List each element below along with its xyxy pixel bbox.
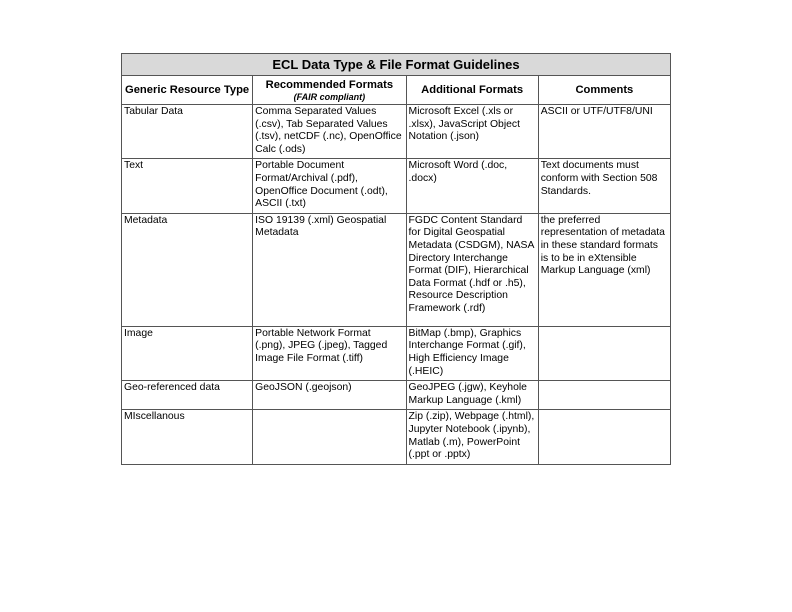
header-row	[122, 76, 671, 105]
guidelines-sheet	[121, 53, 671, 465]
header-recommended-label: Recommended Formats	[265, 78, 394, 91]
cell-recommended: Comma Separated Values (.csv), Tab Separated Values (.tsv), netCDF (.nc), OpenOffice Calc (.ods)	[253, 105, 406, 159]
table-row	[122, 381, 671, 410]
cell-resource-type: Metadata	[122, 213, 253, 326]
header-additional-formats: Additional Formats	[406, 76, 538, 105]
header-resource-type: Generic Resource Type	[122, 76, 253, 105]
table-row	[122, 326, 671, 380]
table-row	[122, 410, 671, 464]
format-guidelines-table	[121, 53, 671, 465]
cell-recommended: ISO 19139 (.xml) Geospatial Metadata	[253, 213, 406, 326]
cell-comments: Text documents must conform with Section 508 Standards.	[538, 159, 670, 213]
cell-additional: Zip (.zip), Webpage (.html), Jupyter Notebook (.ipynb), Matlab (.m), PowerPoint (.ppt or .pptx)	[406, 410, 538, 464]
title-row	[122, 54, 671, 76]
header-recommended-formats	[253, 76, 406, 105]
table-row	[122, 159, 671, 213]
cell-resource-type: Geo-referenced data	[122, 381, 253, 410]
cell-resource-type: Text	[122, 159, 253, 213]
cell-additional: Microsoft Word (.doc, .docx)	[406, 159, 538, 213]
cell-comments	[538, 410, 670, 464]
cell-comments: the preferred representation of metadata in these standard formats is to be in eXtensible Markup Language (xml)	[538, 213, 670, 326]
header-comments: Comments	[538, 76, 670, 105]
cell-resource-type: MIscellanous	[122, 410, 253, 464]
cell-recommended: Portable Network Format (.png), JPEG (.jpeg), Tagged Image File Format (.tiff)	[253, 326, 406, 380]
cell-additional: Microsoft Excel (.xls or .xlsx), JavaScript Object Notation (.json)	[406, 105, 538, 159]
cell-resource-type: Image	[122, 326, 253, 380]
cell-comments: ASCII or UTF/UTF8/UNI	[538, 105, 670, 159]
cell-comments	[538, 326, 670, 380]
header-recommended-sub: (FAIR compliant)	[293, 91, 366, 102]
cell-additional: GeoJPEG (.jgw), Keyhole Markup Language (.kml)	[406, 381, 538, 410]
cell-resource-type: Tabular Data	[122, 105, 253, 159]
cell-additional: FGDC Content Standard for Digital Geospatial Metadata (CSDGM), NASA Directory Interchange Format (DIF), Hierarchical Data Format (.hdf or .h5), Resource Description Framework (.rdf)	[406, 213, 538, 326]
table-row	[122, 105, 671, 159]
cell-recommended	[253, 410, 406, 464]
table-row	[122, 213, 671, 326]
cell-recommended: Portable Document Format/Archival (.pdf), OpenOffice Document (.odt), ASCII (.txt)	[253, 159, 406, 213]
cell-additional: BitMap (.bmp), Graphics Interchange Format (.gif), High Efficiency Image (.HEIC)	[406, 326, 538, 380]
table-title: ECL Data Type & File Format Guidelines	[122, 54, 671, 76]
cell-recommended: GeoJSON (.geojson)	[253, 381, 406, 410]
cell-comments	[538, 381, 670, 410]
